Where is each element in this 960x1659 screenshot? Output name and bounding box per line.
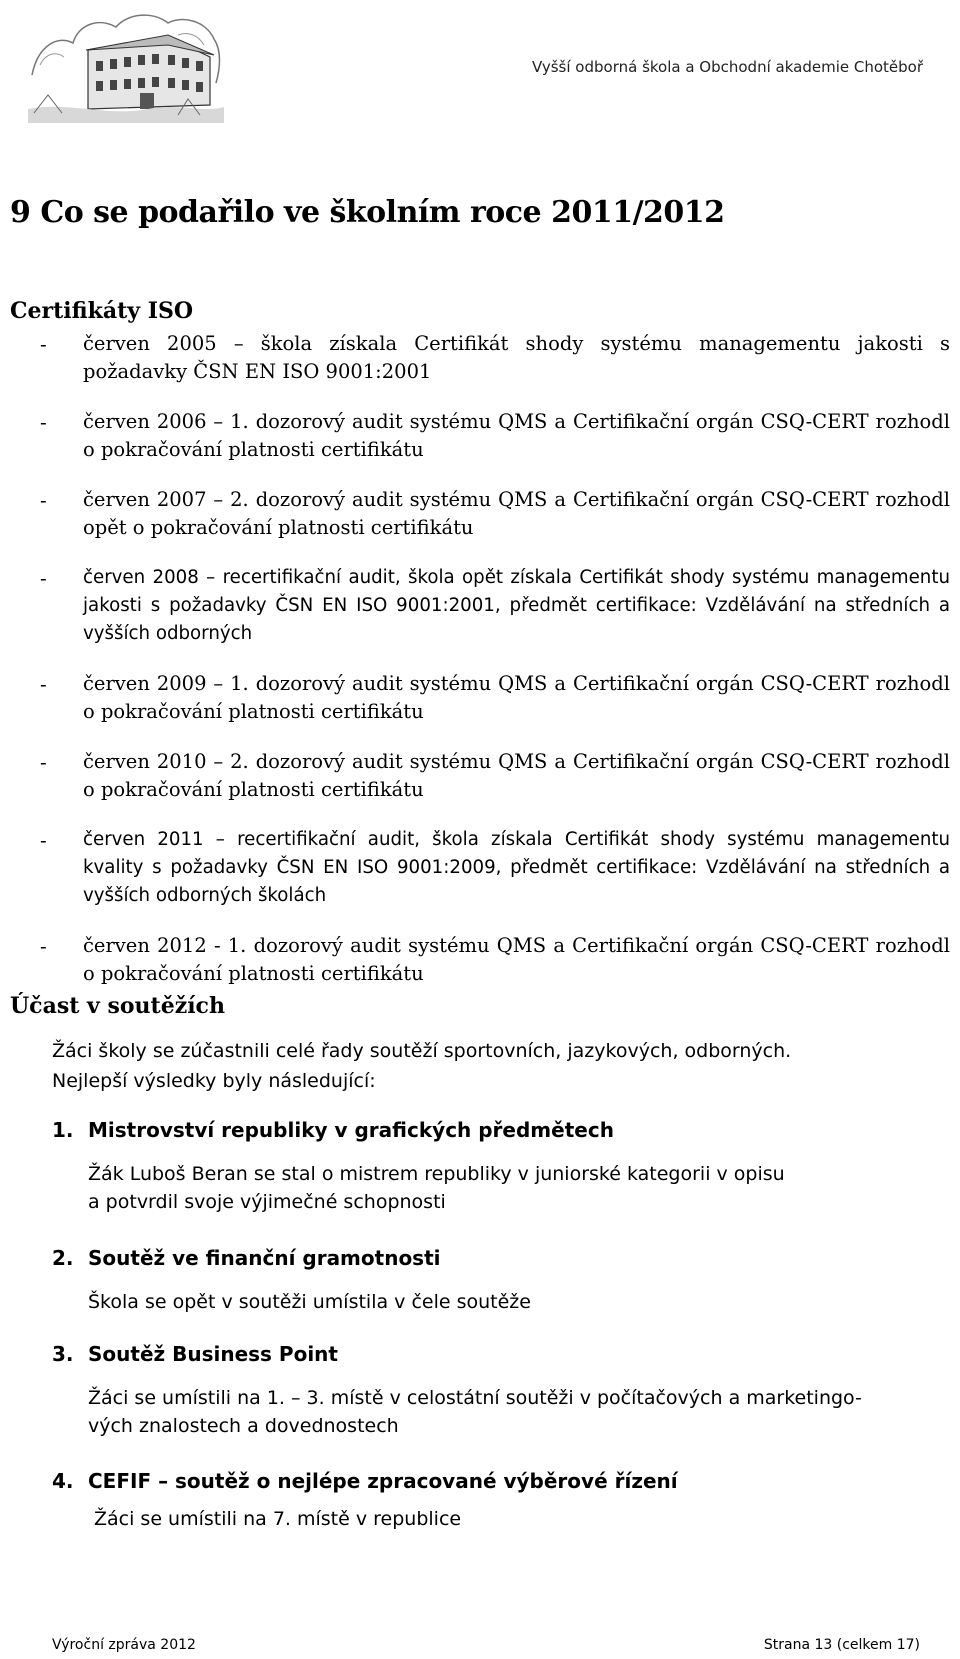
description-line: a potvrdil svoje výjimečné schopnosti [88, 1191, 446, 1213]
list-bullet: - [40, 828, 47, 852]
competition-number: 2. [52, 1246, 74, 1270]
list-item-text: červen 2005 – škola získala Certifikát shody systému managementu jakosti s požadavky ČSN EN ISO 9001:2001 [83, 332, 950, 383]
list-item-text: červen 2008 – recertifikační audit, škola opět získala Certifikát shody systému managementu jakosti s požadavky ČSN EN ISO 9001:2001, předmět certifikace: Vzdělávání na středních a vyšších odborných [83, 567, 950, 644]
description-line: Škola se opět v soutěži umístila v čele soutěže [88, 1291, 531, 1313]
competition-title: Mistrovství republiky v grafických předmětech [88, 1118, 614, 1142]
list-bullet: - [40, 566, 47, 590]
list-bullet: - [40, 750, 47, 774]
school-building-logo [28, 5, 224, 123]
competitions-heading: Účast v soutěžích [10, 993, 225, 1019]
description-line: Žák Luboš Beran se stal o mistrem republiky v juniorské kategorii v opisu [88, 1163, 785, 1185]
list-item [10, 564, 960, 648]
competition-number: 3. [52, 1342, 74, 1366]
intro-line: Žáci školy se zúčastnili celé řady soutěží sportovních, jazykových, odborných. [52, 1040, 792, 1062]
competition-description [94, 1505, 914, 1533]
description-line: Žáci se umístili na 7. místě v republice [94, 1508, 462, 1530]
certificates-heading: Certifikáty ISO [10, 298, 194, 324]
list-item-text: červen 2006 – 1. dozorový audit systému QMS a Certifikační orgán CSQ-CERT rozhodl o pokračování platnosti certifikátu [83, 410, 950, 461]
list-item [10, 330, 960, 386]
list-item-text: červen 2012 - 1. dozorový audit systému QMS a Certifikační orgán CSQ-CERT rozhodl o pokračování platnosti certifikátu [83, 934, 950, 985]
competition-description [88, 1160, 908, 1216]
competitions-intro [52, 1036, 791, 1096]
list-item [10, 486, 960, 542]
description-line: vých znalostech a dovednostech [88, 1415, 399, 1437]
competition-number: 4. [52, 1469, 74, 1493]
list-item-text: červen 2011 – recertifikační audit, škola získala Certifikát shody systému managementu kvality s požadavky ČSN EN ISO 9001:2009, předmět certifikace: Vzdělávání na středních a vyšších odborných školách [83, 829, 950, 906]
description-line: Žáci se umístili na 1. – 3. místě v celostátní soutěži v počítačových a marketingo- [88, 1387, 862, 1409]
competition-description [88, 1384, 908, 1440]
list-bullet: - [40, 488, 47, 512]
competition-description [88, 1288, 908, 1316]
list-item [10, 826, 960, 910]
list-bullet: - [40, 672, 47, 696]
list-bullet: - [40, 332, 47, 356]
page-title: 9 Co se podařilo ve školním roce 2011/2012 [10, 195, 725, 230]
list-item-text: červen 2007 – 2. dozorový audit systému QMS a Certifikační orgán CSQ-CERT rozhodl opět o pokračování platnosti certifikátu [83, 488, 950, 539]
competition-title: Soutěž ve finanční gramotnosti [88, 1246, 441, 1270]
intro-line: Nejlepší výsledky byly následující: [52, 1070, 376, 1092]
competition-title: CEFIF – soutěž o nejlépe zpracované výběrové řízení [88, 1469, 678, 1493]
list-item [10, 748, 960, 804]
certificates-list [10, 330, 960, 1010]
list-item [10, 670, 960, 726]
list-item-text: červen 2010 – 2. dozorový audit systému QMS a Certifikační orgán CSQ-CERT rozhodl o pokračování platnosti certifikátu [83, 750, 950, 801]
header-school-name: Vyšší odborná škola a Obchodní akademie Chotěboř [532, 58, 923, 76]
footer-page-number: Strana 13 (celkem 17) [763, 1637, 920, 1653]
footer-report-title: Výroční zpráva 2012 [52, 1637, 196, 1653]
list-item [10, 408, 960, 464]
competition-title: Soutěž Business Point [88, 1342, 338, 1366]
competition-number: 1. [52, 1118, 74, 1142]
list-bullet: - [40, 934, 47, 958]
list-item-text: červen 2009 – 1. dozorový audit systému QMS a Certifikační orgán CSQ-CERT rozhodl o pokračování platnosti certifikátu [83, 672, 950, 723]
list-bullet: - [40, 410, 47, 434]
list-item [10, 932, 960, 988]
